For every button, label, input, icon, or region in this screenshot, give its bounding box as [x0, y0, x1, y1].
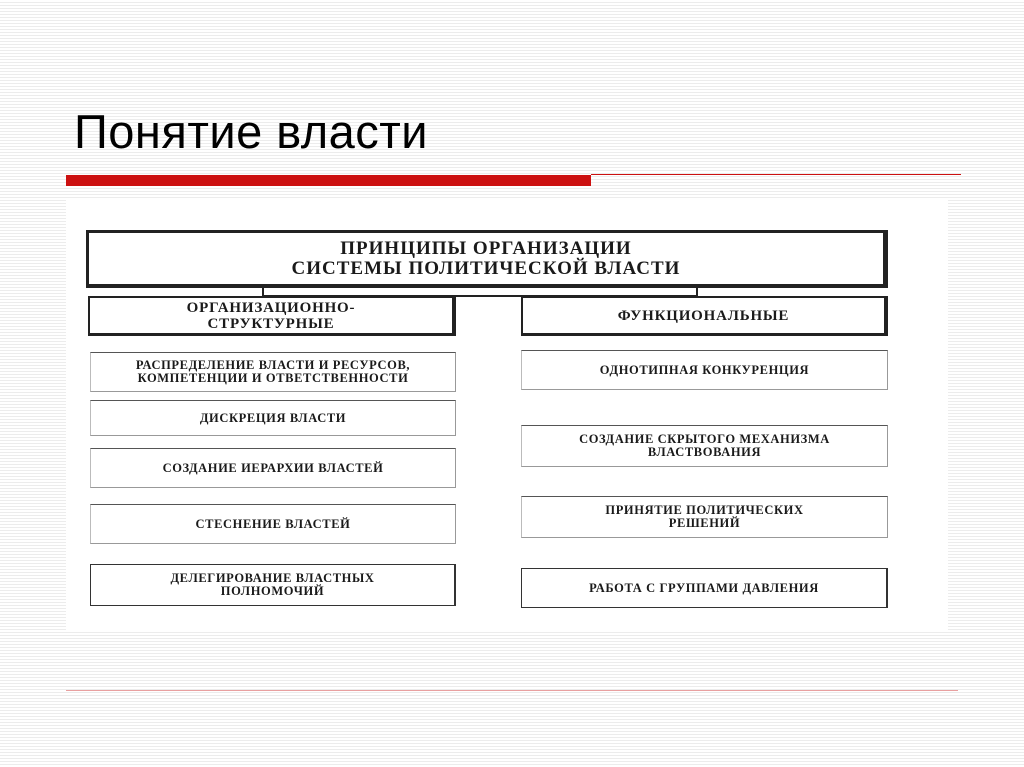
category-title-line: СТРУКТУРНЫЕ: [207, 315, 335, 332]
principle-item: [521, 496, 888, 538]
principle-item: [521, 350, 888, 390]
principle-item: [521, 425, 888, 467]
principle-item-line: РЕШЕНИЙ: [668, 516, 741, 530]
header-line: ПРИНЦИПЫ ОРГАНИЗАЦИИ: [340, 237, 632, 259]
principle-item: [90, 504, 456, 544]
principle-item: [521, 568, 888, 608]
header-line: СИСТЕМЫ ПОЛИТИЧЕСКОЙ ВЛАСТИ: [291, 257, 681, 279]
slide-title: Понятие власти: [74, 105, 429, 158]
category-title-line: ОРГАНИЗАЦИОННО-: [186, 299, 356, 316]
category-box-functional: [521, 296, 888, 336]
category-title-line: ФУНКЦИОНАЛЬНЫЕ: [617, 307, 790, 324]
diagram-header-box: [86, 230, 888, 288]
principle-item: [90, 400, 456, 436]
principle-item-line: СТЕСНЕНИЕ ВЛАСТЕЙ: [195, 516, 351, 531]
principle-item: [90, 564, 456, 606]
principle-item-line: РАСПРЕДЕЛЕНИЕ ВЛАСТИ И РЕСУРСОВ,: [135, 358, 411, 372]
principle-item-line: ДЕЛЕГИРОВАНИЕ ВЛАСТНЫХ: [170, 571, 375, 585]
principle-item-line: ПОЛНОМОЧИЙ: [220, 584, 325, 598]
principle-item-line: ПРИНЯТИЕ ПОЛИТИЧЕСКИХ: [605, 503, 804, 517]
connector-line: [696, 288, 698, 296]
principle-item-line: ДИСКРЕЦИЯ ВЛАСТИ: [199, 410, 347, 425]
principle-item: [90, 448, 456, 488]
category-box-organizational: [88, 296, 456, 336]
principle-item-line: ВЛАСТВОВАНИЯ: [647, 445, 762, 459]
principles-diagram: [66, 200, 948, 632]
footer-divider: [66, 690, 958, 691]
principle-item-line: КОМПЕТЕНЦИИ И ОТВЕТСТВЕННОСТИ: [137, 371, 409, 385]
title-underline-accent: [66, 175, 591, 186]
principle-item-line: СОЗДАНИЕ ИЕРАРХИИ ВЛАСТЕЙ: [162, 460, 384, 475]
title-underline-thin: [591, 174, 961, 175]
principle-item-line: РАБОТА С ГРУППАМИ ДАВЛЕНИЯ: [589, 580, 819, 595]
principle-item-line: ОДНОТИПНАЯ КОНКУРЕНЦИЯ: [599, 362, 810, 377]
principle-item-line: СОЗДАНИЕ СКРЫТОГО МЕХАНИЗМА: [579, 432, 830, 446]
principle-item: [90, 352, 456, 392]
